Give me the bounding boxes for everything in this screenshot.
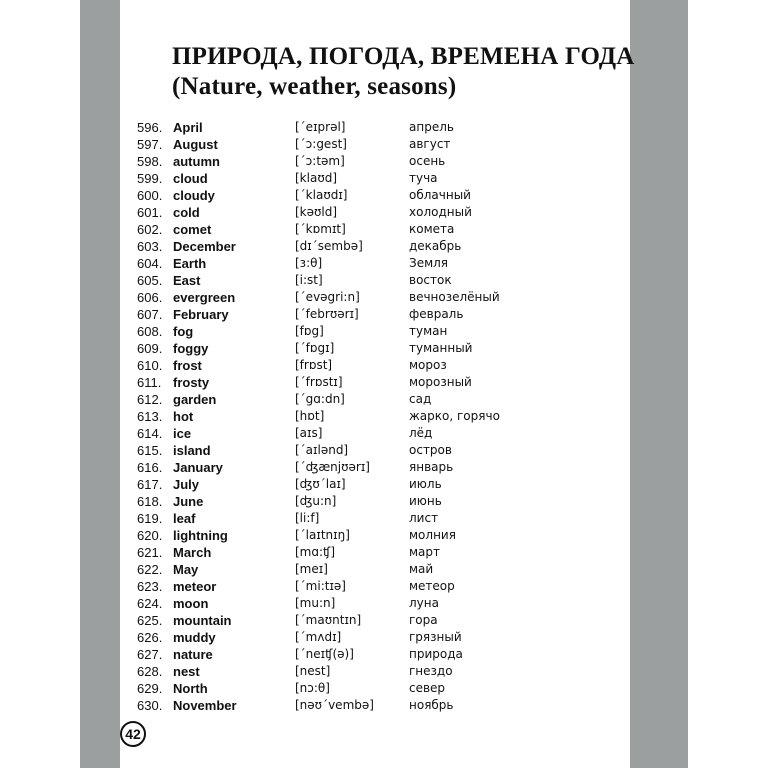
page-number-badge: 42 (120, 721, 146, 747)
transcription: [ʤu:n] (295, 494, 337, 508)
russian-translation: август (409, 137, 451, 151)
english-word: June (173, 494, 204, 509)
russian-translation: восток (409, 273, 452, 287)
english-word: May (173, 562, 199, 577)
entry-number: 603. (137, 239, 163, 254)
transcription: [ˊlaɪtnɪŋ] (295, 528, 350, 542)
entry-number: 605. (137, 273, 163, 288)
english-word: August (173, 137, 218, 152)
russian-translation: комета (409, 222, 455, 236)
english-word: frosty (173, 375, 210, 390)
vocab-row (137, 374, 537, 391)
entry-number: 629. (137, 681, 163, 696)
title-line-russian: ПРИРОДА, ПОГОДА, ВРЕМЕНА ГОДА (172, 43, 635, 70)
entry-number: 601. (137, 205, 163, 220)
entry-number: 616. (137, 460, 163, 475)
entry-number: 627. (137, 647, 163, 662)
russian-translation: сад (409, 392, 432, 406)
vocab-row (137, 476, 537, 493)
english-word: fog (173, 324, 194, 339)
english-word: East (173, 273, 201, 288)
transcription: [ɜ:θ] (295, 256, 323, 270)
vocab-row (137, 629, 537, 646)
english-word: hot (173, 409, 194, 424)
vocab-row (137, 255, 537, 272)
entry-number: 599. (137, 171, 163, 186)
russian-translation: холодный (409, 205, 472, 219)
transcription: [ˊneɪʧ(ə)] (295, 647, 354, 661)
english-word: autumn (173, 154, 220, 169)
vocab-row (137, 680, 537, 697)
vocab-row (137, 238, 537, 255)
russian-translation: гнездо (409, 664, 453, 678)
english-word: island (173, 443, 211, 458)
vocab-row (137, 204, 537, 221)
russian-translation: май (409, 562, 434, 576)
russian-translation: ноябрь (409, 698, 454, 712)
entry-number: 600. (137, 188, 163, 203)
entry-number: 628. (137, 664, 163, 679)
transcription: [i:st] (295, 273, 323, 287)
english-word: cloud (173, 171, 208, 186)
english-word: moon (173, 596, 209, 611)
transcription: [ˊklaʊdɪ] (295, 188, 348, 202)
english-word: February (173, 307, 229, 322)
vocab-row (137, 612, 537, 629)
english-word: November (173, 698, 237, 713)
vocab-row (137, 646, 537, 663)
russian-translation: туман (409, 324, 448, 338)
entry-number: 611. (137, 375, 162, 390)
entry-number: 607. (137, 307, 163, 322)
russian-translation: грязный (409, 630, 462, 644)
transcription: [ˊaɪlənd] (295, 443, 349, 457)
vocab-row (137, 595, 537, 612)
transcription: [nɔ:θ] (295, 681, 330, 695)
russian-translation: жарко, горячо (409, 409, 500, 423)
russian-translation: апрель (409, 120, 454, 134)
russian-translation: мороз (409, 358, 447, 372)
transcription: [ˊfebrʊərɪ] (295, 307, 359, 321)
transcription: [nəʊˊvembə] (295, 698, 374, 712)
transcription: [ˊgɑ:dn] (295, 392, 345, 406)
english-word: foggy (173, 341, 209, 356)
english-word: muddy (173, 630, 216, 645)
entry-number: 617. (137, 477, 163, 492)
russian-translation: туча (409, 171, 438, 185)
vocab-row (137, 425, 537, 442)
entry-number: 597. (137, 137, 163, 152)
russian-translation: осень (409, 154, 446, 168)
english-word: December (173, 239, 236, 254)
vocab-row (137, 187, 537, 204)
russian-translation: Земля (409, 256, 449, 270)
russian-translation: природа (409, 647, 463, 661)
vocab-row (137, 119, 537, 136)
vocab-row (137, 289, 537, 306)
english-word: July (173, 477, 200, 492)
english-word: April (173, 120, 203, 135)
english-word: Earth (173, 256, 207, 271)
transcription: [kəʊld] (295, 205, 338, 219)
vocab-row (137, 170, 537, 187)
russian-translation: июль (409, 477, 442, 491)
entry-number: 618. (137, 494, 163, 509)
vocab-row (137, 323, 537, 340)
entry-number: 625. (137, 613, 163, 628)
title-line-english: (Nature, weather, seasons) (172, 73, 457, 100)
entry-number: 615. (137, 443, 163, 458)
russian-translation: север (409, 681, 446, 695)
russian-translation: вечнозелёный (409, 290, 500, 304)
entry-number: 596. (137, 120, 163, 135)
vocab-row (137, 153, 537, 170)
transcription: [ˊkɒmɪt] (295, 222, 346, 236)
entry-number: 598. (137, 154, 163, 169)
vocab-row (137, 459, 537, 476)
transcription: [ˊeɪprəl] (295, 120, 346, 134)
vocab-row (137, 357, 537, 374)
transcription: [hɒt] (295, 409, 325, 423)
vocab-row (137, 561, 537, 578)
russian-translation: февраль (409, 307, 464, 321)
vocab-row (137, 697, 537, 714)
english-word: North (173, 681, 208, 696)
transcription: [frɒst] (295, 358, 333, 372)
transcription: [ʤʊˊlaɪ] (295, 477, 346, 491)
english-word: evergreen (173, 290, 236, 305)
english-word: leaf (173, 511, 196, 526)
page-title (172, 42, 635, 102)
transcription: [ˊfɒgɪ] (295, 341, 335, 355)
russian-translation: декабрь (409, 239, 462, 253)
entry-number: 613. (137, 409, 163, 424)
transcription: [mɑ:ʧ] (295, 545, 336, 559)
english-word: lightning (173, 528, 228, 543)
russian-translation: лёд (409, 426, 433, 440)
english-word: mountain (173, 613, 232, 628)
english-word: comet (173, 222, 212, 237)
vocabulary-list (137, 119, 537, 714)
vocab-row (137, 306, 537, 323)
english-word: meteor (173, 579, 217, 594)
russian-translation: остров (409, 443, 452, 457)
transcription: [ˊfrɒstɪ] (295, 375, 343, 389)
vocab-row (137, 493, 537, 510)
transcription: [ˊʤænjʊərɪ] (295, 460, 370, 474)
transcription: [ˊmi:tɪə] (295, 579, 346, 593)
vocab-row (137, 663, 537, 680)
vocab-row (137, 340, 537, 357)
entry-number: 619. (137, 511, 163, 526)
english-word: January (173, 460, 223, 475)
entry-number: 609. (137, 341, 163, 356)
vocab-row (137, 391, 537, 408)
entry-number: 602. (137, 222, 163, 237)
vocab-row (137, 272, 537, 289)
vocab-row (137, 578, 537, 595)
vocab-row (137, 510, 537, 527)
russian-translation: июнь (409, 494, 442, 508)
transcription: [aɪs] (295, 426, 323, 440)
russian-translation: март (409, 545, 441, 559)
english-word: cloudy (173, 188, 215, 203)
transcription: [klaʊd] (295, 171, 338, 185)
transcription: [li:f] (295, 511, 320, 525)
entry-number: 626. (137, 630, 163, 645)
english-word: cold (173, 205, 200, 220)
transcription: [fɒg] (295, 324, 324, 338)
transcription: [nest] (295, 664, 331, 678)
entry-number: 614. (137, 426, 163, 441)
russian-translation: лист (409, 511, 439, 525)
english-word: March (173, 545, 212, 560)
entry-number: 624. (137, 596, 163, 611)
entry-number: 621. (137, 545, 163, 560)
vocab-row (137, 221, 537, 238)
entry-number: 612. (137, 392, 163, 407)
russian-translation: гора (409, 613, 438, 627)
transcription: [mu:n] (295, 596, 336, 610)
entry-number: 604. (137, 256, 163, 271)
entry-number: 610. (137, 358, 163, 373)
entry-number: 606. (137, 290, 163, 305)
transcription: [ˊmʌdɪ] (295, 630, 342, 644)
russian-translation: облачный (409, 188, 471, 202)
entry-number: 630. (137, 698, 163, 713)
russian-translation: метеор (409, 579, 455, 593)
vocab-row (137, 136, 537, 153)
vocab-row (137, 527, 537, 544)
transcription: [ˊmaʊntɪn] (295, 613, 362, 627)
english-word: garden (173, 392, 217, 407)
english-word: nature (173, 647, 213, 662)
russian-translation: январь (409, 460, 454, 474)
transcription: [meɪ] (295, 562, 328, 576)
transcription: [ˊevəgri:n] (295, 290, 360, 304)
entry-number: 620. (137, 528, 163, 543)
entry-number: 608. (137, 324, 163, 339)
russian-translation: туманный (409, 341, 473, 355)
transcription: [dɪˊsembə] (295, 239, 363, 253)
russian-translation: молния (409, 528, 456, 542)
transcription: [ˊɔ:gest] (295, 137, 347, 151)
russian-translation: морозный (409, 375, 472, 389)
entry-number: 623. (137, 579, 163, 594)
vocab-row (137, 408, 537, 425)
vocab-row (137, 544, 537, 561)
transcription: [ˊɔ:təm] (295, 154, 345, 168)
english-word: ice (173, 426, 192, 441)
vocab-row (137, 442, 537, 459)
russian-translation: луна (409, 596, 439, 610)
entry-number: 622. (137, 562, 163, 577)
english-word: nest (173, 664, 200, 679)
english-word: frost (173, 358, 202, 373)
